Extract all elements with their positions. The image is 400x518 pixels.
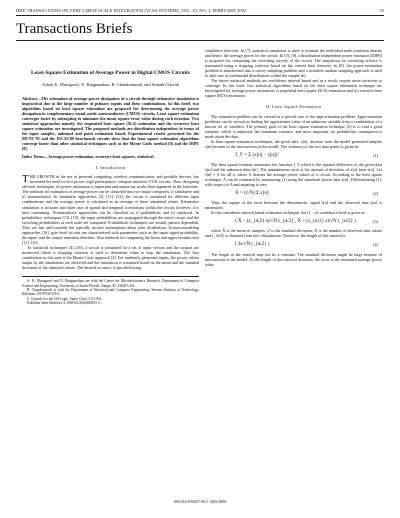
running-header xyxy=(16,8,384,13)
equation-4 xyxy=(205,242,382,247)
intro-text-1: HE GROWTH in the use of personal computing, wireless communication, and portable devices, has increased the need for low power, high performance, compute intensive VLSI circuits. Thus, designing efficient techniques for power estimation is important and numerous works have appeared in the literature. The methods for estimation of average power can be classified into two major categories: i) simulative and ii) nonsimulative. In simulative approaches [4], [11], [12], the circuit is simulated for different input combinations and the average power is calculated as an average of these simulated values. Exhaustive simulation is accurate and takes care of spatial and temporal correlations within the circuit, however, it is time consuming. Nonsimulative approaches can be classified as i) probabilistic and ii) statistical. In probabilistic techniques [13]–[15], the input probabilities are propagated through the entire circuit and the switching probabilities at each node are computed. Probabilistic techniques are weakly pattern dependent. They are fast and tractable but typically involve assumptions about joint distribution. In macromodeling approaches [16], gate level circuits are characterized with parameters such as the input signal probability, the input- and the output-transition densities. Also methods for computing the lower and upper bounds exist [11], [12]. xyxy=(22,174,199,245)
left-column xyxy=(22,48,199,306)
drop-cap: T xyxy=(22,173,29,186)
footnotes xyxy=(22,276,199,305)
equation-4-body: ( 2s/√N t_{α/2} ) xyxy=(235,242,270,248)
right-paragraph-6: Thus, the square of the error between the deterministic signal s[n] and the observed data x[n] is minimized. xyxy=(205,200,382,211)
equation-2-body: Â = (1/N) Σ x[n] xyxy=(235,191,269,197)
intro-paragraph-1 xyxy=(22,174,199,245)
right-column xyxy=(205,48,382,267)
right-paragraph-8: where X̄ is the mean of samples, s² is the standard deviation, N is the number of observed data values and t_{α/2} is obtained from the t-distribution. Therefore, the length of this interval is xyxy=(205,228,382,239)
footnote-2: R. Chandramouli is with the Department of Electrical and Computer Engineering, Stevens Institute of Technology, Hoboken, NJ 07030 USA. xyxy=(22,287,199,297)
footnote-3: S. Chavali is with LSI Logic, Santa Clara, CA USA. xyxy=(27,296,103,301)
equation-3 xyxy=(205,219,382,224)
right-paragraph-3: The estimation problem can be viewed as a special case of the approximation problem. Approximation problems can be viewed as finding the approximate value of an unknown variable from a combination of a known set of variables. The primary goal of the least square estimation technique [2] is to find a good estimate, which is unbiased, has minimum variance, and most important, no probabilistic assumption is made about the data. xyxy=(205,113,382,139)
right-paragraph-5: The least square estimate minimizes the function J_V which is the squared difference of the given data x[n] and the unknown data s[n]. The instantaneous error is the amount of deviation of x[n] from s[n]. Let s[n] = A for all n, where A denotes the average power values of a circuit. According to the least square technique, A can be estimated by minimizing (1) using the simulated power data x[n]. Differentiating (1), with respect to A and equating to zero xyxy=(205,161,382,188)
right-paragraph-2: The above statistical methods are confidence interval based and as a result, require more iterations to converge. In this brief, two statistical algorithms based on the least square estimation technique are investigated for average power estimation: i) sequential least square (SLS) estimation and ii) recursive least square (RLS) estimation. xyxy=(205,78,382,99)
paper-title: Least-Square Estimation of Average Power in Digital CMOS Circuits xyxy=(31,70,190,76)
right-paragraph-4: In least square estimation techniques, the given data, x[n], deviates from the model generated samples s[n] because of the inaccuracies in the model. The closeness of the two data points is given by xyxy=(205,138,382,149)
equation-4-number: (4) xyxy=(373,242,378,248)
journal-header: IEEE TRANSACTIONS ON VERY LARGE SCALE INTEGRATION (VLSI) SYSTEMS, VOL. 10, NO. 1, FEBRUARY 2002 xyxy=(16,8,247,13)
section-2-heading: II. Least Square Estimation xyxy=(265,104,322,110)
page-number: 55 xyxy=(379,8,384,13)
equation-2 xyxy=(205,191,382,196)
equation-1-number: (1) xyxy=(373,152,378,158)
section-rule xyxy=(16,40,384,41)
header-rule xyxy=(16,15,384,16)
equation-1-body: J_V = Σ (x[n] − s[n])² xyxy=(235,152,279,158)
equation-1 xyxy=(205,153,382,158)
intro-paragraph-2: In statistical techniques [4]–[10], a circuit is simulated for a set of input vectors and the outputs are monitored where a stopping criterion is used to determine when to stop the simulation. The first contribution in this area is the Monte Carlo approach [4]. For randomly generated inputs, the power values output by the simulations are observed and the simulation is continued based on the mean and the standard deviation of the observed values. The desired accuracy is specified using xyxy=(22,244,199,271)
paper-authors: Ashok K. Murugavel, N. Ranganathan, R. Chandramouli, and Srinath Chavali xyxy=(41,82,180,88)
intro-heading: I. Introduction xyxy=(95,165,126,171)
equation-3-number: (3) xyxy=(373,219,378,225)
equation-2-number: (2) xyxy=(373,191,378,197)
equation-3-body: ( X̄ − (z_{α/2} s)/√N t_{α/2} , X̄ + (z_{α/2} s)/√N t_{α/2} ) xyxy=(235,219,356,225)
abstract: Abstract—The estimation of average-power dissipation of a circuit through exhaustive simulation is impractical due to the large number of primary inputs and their combinations. In this brief, two algorithms based on least square estimation are proposed for determining the average power dissipation in complementary metal–oxide–semiconductor (CMOS) circuits. Least square estimation converges faster by attempting to minimize the mean square error value during each iteration. Two statistical approaches namely, the sequential least square (SLS) estimation and the recursive least square estimation are investigated. The proposed methods are distribution independent in terms of the input samples, unbiased and point estimation based. Experimental results presented for the MCNC'91 and the ISCAS'89 benchmark circuits show that the least square estimation algorithms converge faster than other statistical techniques such as the Monte Carlo method [6] and the DIPE [8]. xyxy=(22,95,199,152)
section-title: Transactions Briefs xyxy=(16,21,133,37)
footnote-4: Publisher Item Identifier S 1063-8210(02)00603-3. xyxy=(27,301,101,306)
footnote-1: A. K. Murugavel and N. Ranganathan are with the Center for Microelectronics Research, Department of Computer Science and Engineering, University of South Florida, Tampa, FL 33620 USA. xyxy=(22,279,199,288)
right-paragraph-9: The length of the interval may not be a constant. The standard deviation might be large because of inaccuracies in the model. As the length of this interval increases, the error in the estimated average power value xyxy=(205,251,382,267)
right-paragraph-7: In this confidence interval based estimation technique, the (1 − α) confidence level is given as xyxy=(211,210,365,216)
index-terms: Index Terms—Average power estimation, recursive least squares, statistical. xyxy=(22,154,155,160)
right-paragraph-1: confidence intervals. In [7], statistical simulation is used to estimate the individual node transition density and hence, the average power for the circuit. In [5], [8], a distribution independent power estimator (DIPE) is proposed for computing the switching activity of the circuit. The simulation for switching activity is terminated using a stopping criterion based on the central limit theorem. In [9], the power-estimation problem is transformed into a survey-sampling problem and a stratified random sampling approach is used to take care of multimodal distributions within the sample set. xyxy=(205,48,382,79)
copyright-footer: 1063-8210/02$17.00 © 2002 IEEE xyxy=(173,500,227,504)
